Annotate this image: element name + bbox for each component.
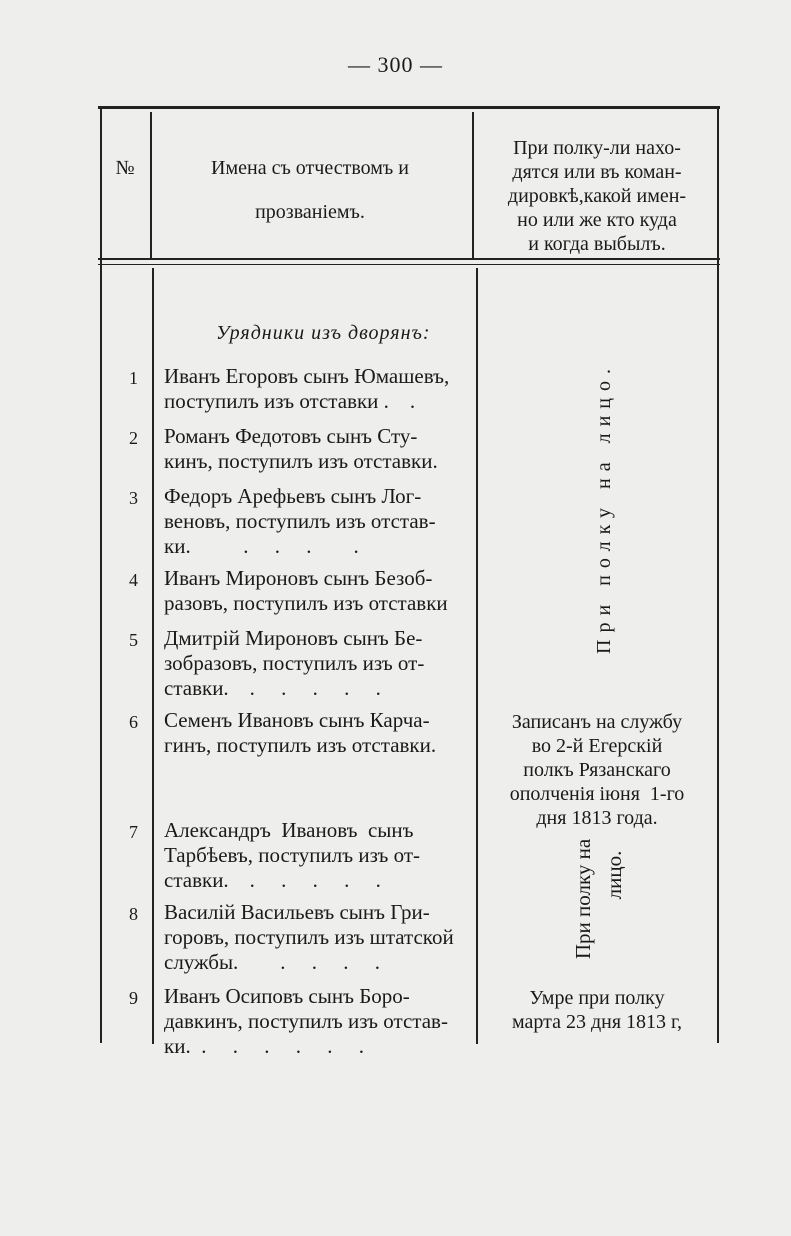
col-divider-2: [472, 112, 474, 258]
table-right-border: [717, 108, 719, 1043]
header-status: При полку-ли нахо- дятся или въ коман- дировкѣ,какой имен- но или же кто куда и когда выбылъ.: [507, 137, 687, 255]
row-number: 2: [129, 428, 138, 448]
row-text: Иванъ Егоровъ сынъ Юмашевъ, поступилъ изъ отставки . .: [164, 364, 450, 413]
status-rotated-rows-7-8-line2: лицо.: [602, 850, 626, 900]
row-number: 3: [129, 488, 138, 508]
row-text: Василій Васильевъ сынъ Гри- горовъ, поступилъ изъ штатской службы. . . . .: [164, 900, 454, 974]
header-names-line2: прозваніемъ.: [255, 201, 365, 223]
row-number: 7: [129, 822, 138, 842]
page-number: — 300 —: [348, 52, 443, 77]
row-text: Дмитрій Мироновъ сынъ Бе- зобразовъ, поступилъ изъ от- ставки. . . . . .: [164, 626, 425, 700]
row-text: Александръ Ивановъ сынъ Тарбѣевъ, поступилъ изъ от- ставки. . . . . .: [164, 818, 421, 892]
row-number: 9: [129, 988, 138, 1008]
status-rotated-rows-7-8-line1: При полку на: [571, 838, 595, 960]
row-text: Иванъ Осиповъ сынъ Боро- давкинъ, поступилъ изъ отстав- ки. . . . . . .: [164, 984, 448, 1058]
col-divider-2-body: [476, 268, 478, 1044]
col-divider-1: [150, 112, 152, 258]
row-text: Федоръ Арефьевъ сынъ Лог- веновъ, поступилъ изъ отстав- ки. . . . .: [164, 484, 436, 558]
row-number: 1: [129, 368, 138, 388]
status-note-row-9: Умре при полку марта 23 дня 1813 г,: [511, 987, 683, 1033]
row-text: Романъ Федотовъ сынъ Сту- кинъ, поступилъ изъ отставки.: [164, 424, 438, 473]
header-names-line1: Имена съ отчествомъ и: [211, 157, 409, 179]
section-title: Урядники изъ дворянъ:: [216, 322, 431, 344]
status-rotated-rows-1-5: При полку на лицо.: [593, 362, 615, 654]
table-top-border: [98, 106, 720, 109]
header-number: №: [115, 157, 135, 179]
row-number: 6: [129, 712, 138, 732]
status-note-row-6: Записанъ на службу во 2-й Егерскій полкъ Рязанскаго ополченія іюня 1-го дня 1813 года.: [509, 711, 685, 829]
row-text: Иванъ Мироновъ сынъ Безоб- разовъ, поступилъ изъ отставки: [164, 566, 448, 615]
row-text: Семенъ Ивановъ сынъ Карча- гинъ, поступилъ изъ отставки.: [164, 708, 437, 757]
table-left-border: [100, 108, 102, 1043]
col-divider-1-body: [152, 268, 154, 1044]
header-divider-2: [98, 264, 720, 265]
row-number: 4: [129, 570, 138, 590]
row-number: 8: [129, 904, 138, 924]
header-divider: [98, 258, 720, 260]
row-number: 5: [129, 630, 138, 650]
